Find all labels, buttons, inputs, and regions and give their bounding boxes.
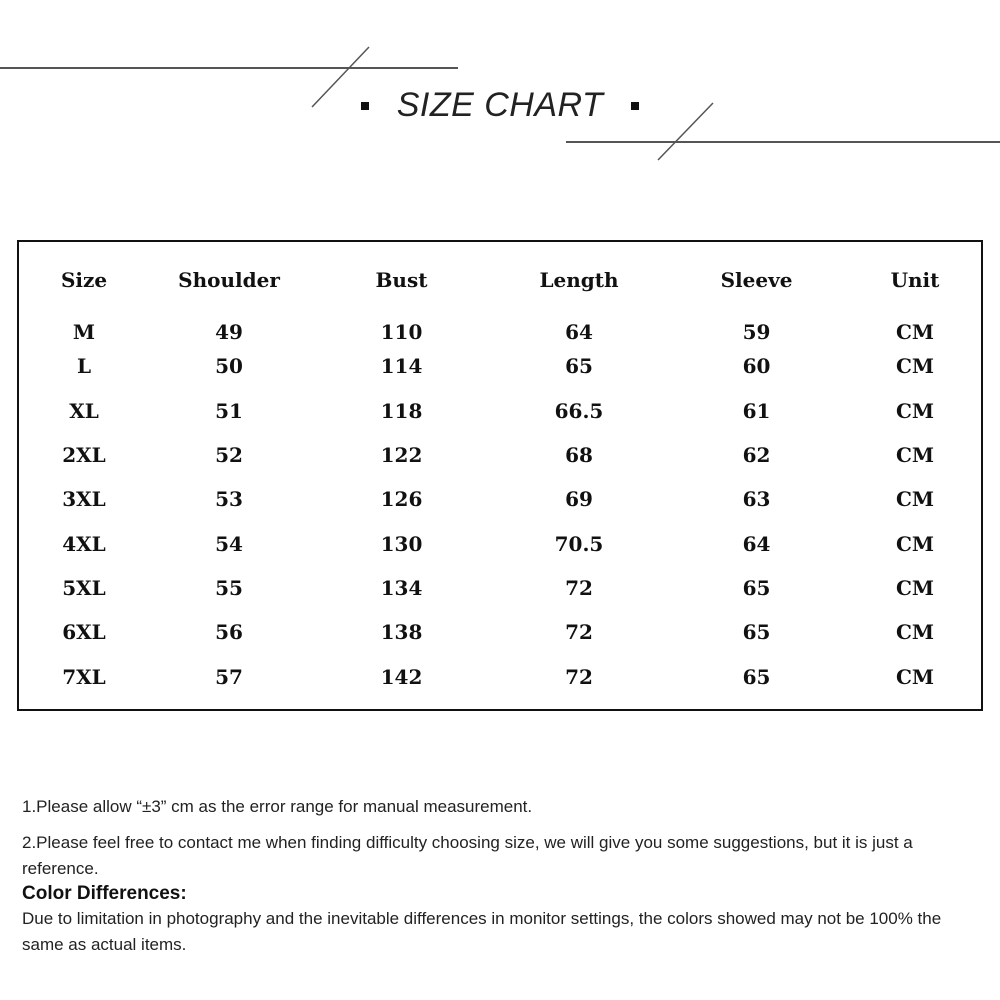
cell-size: 2XL: [62, 443, 106, 468]
cell-unit: CM: [895, 487, 935, 512]
header-bust: Bust: [375, 268, 428, 292]
cell-sleeve: 61: [742, 398, 771, 423]
table-row: [19, 433, 981, 477]
cell-unit: CM: [895, 620, 935, 645]
table-row: [19, 477, 981, 521]
notes-section: [22, 794, 982, 958]
note-error-range: 1.Please allow “±3” cm as the error range for manual measurement.: [22, 797, 533, 816]
cell-length: 72: [565, 575, 593, 600]
cell-size: 5XL: [62, 575, 106, 600]
table-row: [19, 344, 981, 388]
cell-size: 6XL: [62, 620, 106, 645]
size-table-frame: [17, 240, 983, 711]
cell-unit: CM: [895, 575, 935, 600]
cell-sleeve: 64: [742, 531, 771, 556]
header-shoulder: Shoulder: [178, 268, 280, 292]
cell-size: 7XL: [62, 664, 106, 689]
header-unit: Unit: [890, 268, 940, 292]
cell-size: L: [76, 354, 92, 379]
cell-bust: 122: [380, 443, 423, 468]
cell-shoulder: 57: [215, 664, 243, 689]
cell-length: 64: [565, 320, 593, 345]
table-row: [19, 521, 981, 565]
cell-shoulder: 54: [215, 531, 243, 556]
cell-sleeve: 65: [742, 620, 771, 645]
header-size: Size: [60, 268, 108, 292]
title-bar: [0, 86, 1000, 125]
cell-bust: 134: [380, 575, 423, 600]
cell-length: 65: [565, 354, 593, 379]
table-row: [19, 610, 981, 654]
page-title: SIZE CHART: [396, 86, 604, 124]
cell-length: 70.5: [554, 531, 604, 556]
square-bullet-icon: [361, 102, 369, 110]
header-sleeve: Sleeve: [720, 268, 793, 292]
cell-bust: 118: [380, 398, 423, 423]
cell-length: 68: [565, 443, 593, 468]
cell-bust: 138: [380, 620, 423, 645]
cell-size: M: [72, 320, 96, 345]
cell-bust: 110: [380, 320, 423, 345]
table-row: [19, 300, 981, 344]
color-differences-text: Due to limitation in photography and the inevitable differences in monitor settings, the colors showed may not be 100% the same as actual items.: [22, 909, 942, 954]
cell-unit: CM: [895, 354, 935, 379]
square-bullet-icon: [631, 102, 639, 110]
cell-sleeve: 59: [742, 320, 771, 345]
cell-shoulder: 56: [215, 620, 243, 645]
cell-length: 69: [565, 487, 593, 512]
cell-length: 66.5: [554, 398, 604, 423]
size-table: [19, 260, 981, 699]
cell-sleeve: 65: [742, 575, 771, 600]
table-row: [19, 389, 981, 433]
cell-unit: CM: [895, 531, 935, 556]
cell-size: 3XL: [62, 487, 106, 512]
header-length: Length: [539, 268, 619, 292]
table-header-row: [19, 260, 981, 300]
cell-shoulder: 50: [215, 354, 243, 379]
cell-sleeve: 60: [742, 354, 771, 379]
cell-bust: 126: [380, 487, 423, 512]
cell-bust: 114: [380, 354, 423, 379]
cell-unit: CM: [895, 320, 935, 345]
cell-bust: 142: [380, 664, 423, 689]
cell-size: XL: [69, 398, 99, 423]
cell-size: 4XL: [62, 531, 106, 556]
table-row: [19, 566, 981, 610]
note-contact: 2.Please feel free to contact me when finding difficulty choosing size, we will give you some suggestions, but it is just a reference.: [22, 833, 913, 878]
cell-shoulder: 53: [215, 487, 243, 512]
color-differences-heading: Color Differences:: [22, 883, 187, 904]
table-row: [19, 654, 981, 698]
cell-unit: CM: [895, 664, 935, 689]
cell-sleeve: 63: [742, 487, 771, 512]
cell-length: 72: [565, 620, 593, 645]
cell-shoulder: 49: [215, 320, 243, 345]
cell-shoulder: 55: [215, 575, 243, 600]
cell-unit: CM: [895, 398, 935, 423]
cell-length: 72: [565, 664, 593, 689]
cell-unit: CM: [895, 443, 935, 468]
cell-shoulder: 52: [215, 443, 243, 468]
cell-sleeve: 62: [742, 443, 771, 468]
cell-sleeve: 65: [742, 664, 771, 689]
cell-shoulder: 51: [215, 398, 243, 423]
cell-bust: 130: [380, 531, 423, 556]
